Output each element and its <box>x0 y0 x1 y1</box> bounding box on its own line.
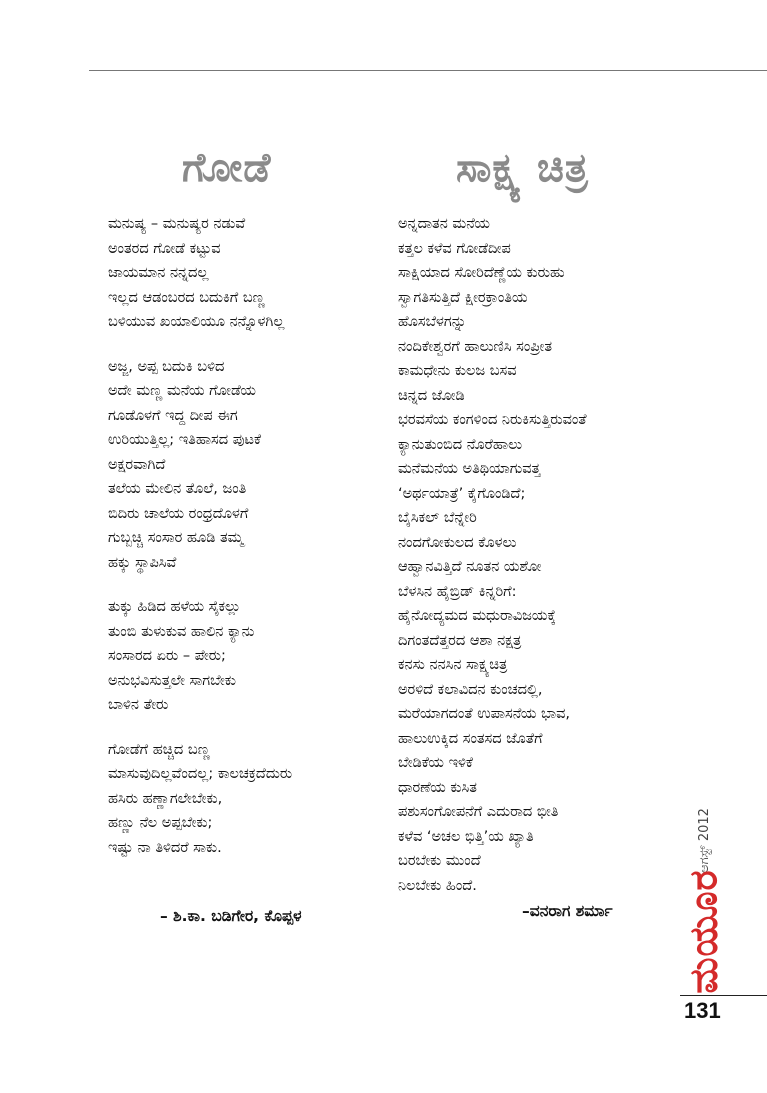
poem-line: ‘ಅರ್ಥಯಾತ್ರೆ’ ಕೈಗೊಂಡಿದೆ; <box>398 485 526 502</box>
poem-author: – ಶಿ.ಕಾ. ಬಡಿಗೇರ, ಕೊಪ್ಪಳ <box>160 907 302 925</box>
poem-line: ಪಶುಸಂಗೋಪನೆಗೆ ಎದುರಾದ ಭೀತಿ <box>398 804 559 820</box>
poem-line: ಅಕ್ಷರವಾಗಿದೆ <box>108 456 166 473</box>
issue-date <box>680 800 728 880</box>
stanza <box>108 355 378 576</box>
poem-line: ಗೂಡೊಳಗೆ ಇದ್ದ ದೀಪ ಈಗ <box>108 407 238 424</box>
poem-line: ಉರಿಯುತ್ತಿಲ್ಲ; ಇತಿಹಾಸದ ಪುಟಕೆ <box>108 432 262 448</box>
poem-line: ಅದೇ ಮಣ್ಣ ಮನೆಯ ಗೋಡೆಯ <box>108 383 256 399</box>
poem-line: ನಂದಿಕೇಶ್ವರಗೆ ಹಾಲುಣಿಸಿ ಸಂಪ್ರೀತ <box>398 338 553 355</box>
magazine-logo-text: ಮಯೂರ <box>681 868 726 994</box>
poem-line: ಮರೆಯಾಗದಂತೆ ಉಪಾಸನೆಯ ಭಾವ, <box>398 706 570 722</box>
poem-line: ಮಾಸುವುದಿಲ್ಲವೆಂದಲ್ಲ; ಕಾಲಚಕ್ರದೆದುರು <box>108 766 293 782</box>
poem-line: ಬೆಳಸಿನ ಹೈಬ್ರಿಡ್ ಕಿನ್ನರಿಗೆ: <box>398 583 517 600</box>
poem-line: ಅನುಭವಿಸುತ್ತಲೇ ಸಾಗಬೇಕು <box>108 672 236 689</box>
stanza <box>108 212 378 335</box>
poem-line: ಗುಬ್ಬಚ್ಚಿ ಸಂಸಾರ ಹೂಡಿ ತಮ್ಮ <box>108 530 244 546</box>
poem-line: ಸಾಕ್ಷಿಯಾದ ಸೋರಿದೆಣ್ಣೆಯ ಕುರುಹು <box>398 265 565 281</box>
poem-line: ಕನಸು ನನಸಿನ ಸಾಕ್ಷ್ಯಚಿತ್ರ <box>398 657 508 673</box>
poem-line: ಅಂತರದ ಗೋಡೆ ಕಟ್ಟುವ <box>108 240 221 257</box>
poem-godde <box>108 138 378 880</box>
poem-line: ಬಿದಿರು ಚಾಲೆಯ ರಂಧ್ರದೊಳಗೆ <box>108 505 249 522</box>
poem-sakshya-chitra <box>398 138 688 918</box>
poem-line: ತಲೆಯ ಮೇಲಿನ ತೊಲೆ, ಜಂತಿ <box>108 481 247 497</box>
poem-line: ಕ್ಯಾನುತುಂಬಿದ ನೊರೆಹಾಲು <box>398 436 523 453</box>
poem-line: ಬಾಳಿನ ತೇರು <box>108 697 169 713</box>
poem-line: ಇಷ್ಟು ನಾ ತಿಳಿದರೆ ಸಾಕು. <box>108 839 222 856</box>
stanza <box>108 595 378 718</box>
poem-line: ಕಾಮಧೇನು ಕುಲಜ ಬಸವ <box>398 363 517 379</box>
poem-line: ಕತ್ತಲ ಕಳೆವ ಗೋಡೆದೀಪ <box>398 240 511 257</box>
poem-line: ನಿಲಬೇಕು ಹಿಂದೆ. <box>398 877 477 894</box>
poem-line: ದಿಗಂತದೆತ್ತರದ ಆಶಾ ನಕ್ಷತ್ರ <box>398 632 522 649</box>
poem-line: ಸ್ವಾಗತಿಸುತ್ತಿದೆ ಕ್ಷೀರಕ್ರಾಂತಿಯ <box>398 289 528 306</box>
poem-line: ಧಾರಣೆಯ ಕುಸಿತ <box>398 779 477 796</box>
poem-line: ಜಾಯಮಾನ ನನ್ನದಲ್ಲ <box>108 265 209 281</box>
magazine-masthead <box>680 800 728 994</box>
poem-line: ಕಳೆವ ‘ಅಚಲ ಭಿತ್ತಿ’ಯ ಖ್ಯಾತಿ <box>398 828 534 845</box>
poem-line: ಗೋಡೆಗೆ ಹಚ್ಚಿದ ಬಣ್ಣ <box>108 741 211 758</box>
poem-line: ಹೊಸಬೆಳಗನ್ನು <box>398 314 467 330</box>
poem-line: ಚಿನ್ನದ ಜೋಡಿ <box>398 387 465 404</box>
poem-line: ನಂದಗೋಕುಲದ ಕೊಳಲು <box>398 534 517 551</box>
poem-line: ಆಹ್ವಾನವಿತ್ತಿದೆ ನೂತನ ಯಶೋ <box>398 559 542 575</box>
poem-line: ಮನೆಮನೆಯ ಅತಿಥಿಯಾಗುವತ್ತ <box>398 461 541 477</box>
poem-line: ಬೈಸಿಕಲ್ ಬೆನ್ನೇರಿ <box>398 510 477 526</box>
poem-line: ಅಜ್ಜ, ಅಪ್ಪ ಬದುಕಿ ಬಳಿದ <box>108 358 225 375</box>
poem-line: ಹೈನೋದ್ಯಮದ ಮಧುರಾವಿಜಯಕ್ಕೆ <box>398 608 556 624</box>
poem-line: ಸಂಸಾರದ ಏರು – ಪೇರು; <box>108 648 226 664</box>
poem-line: ಇಲ್ಲದ ಆಡಂಬರದ ಬದುಕಿಗೆ ಬಣ್ಣ <box>108 289 265 306</box>
poem-author: –ವನರಾಗ ಶರ್ಮಾ <box>522 902 613 920</box>
poem-line: ಅರಳಿದೆ ಕಲಾವಿದನ ಕುಂಚದಲ್ಲಿ, <box>398 681 543 698</box>
top-rule <box>89 70 767 71</box>
poem-line: ಹಣ್ಣು ನೆಲ ಅಪ್ಪಬೇಕು; <box>108 815 213 831</box>
poem-line: ತುಕ್ಕು ಹಿಡಿದ ಹಳೆಯ ಸೈಕಲ್ಲು <box>108 599 241 615</box>
stanza <box>108 738 378 861</box>
page-number: 131 <box>684 998 721 1023</box>
poem-line: ಹಸಿರು ಹಣ್ಣಾಗಲೇಬೇಕು, <box>108 790 223 807</box>
magazine-logo <box>680 868 728 994</box>
stanza <box>398 212 688 898</box>
poem-line: ಬಳಿಯುವ ಖಯಾಲಿಯೂ ನನ್ನೊಳಗಿಲ್ಲ <box>108 314 285 330</box>
footer-rule <box>680 995 767 996</box>
poem-title: ಗೋಡೆ <box>182 145 272 191</box>
poem-line: ಅನ್ನದಾತನ ಮನೆಯ <box>398 216 490 232</box>
poem-line: ಬೇಡಿಕೆಯ ಇಳಿಕೆ <box>398 755 474 771</box>
poem-line: ತುಂಬಿ ತುಳುಕುವ ಹಾಲಿನ ಕ್ಯಾನು <box>108 623 255 640</box>
poem-line: ಹಾಲುಉಕ್ಕಿದ ಸಂತಸದ ಜೊತೆಗೆ <box>398 730 543 747</box>
issue-date-text: ಆಗಸ್ಟ್ 2012 <box>696 807 712 873</box>
poem-line: ಬರಬೇಕು ಮುಂದೆ <box>398 853 481 869</box>
poem-line: ಭರವಸೆಯ ಕಂಗಳಿಂದ ನಿರುಕಿಸುತ್ತಿರುವಂತೆ <box>398 412 587 428</box>
poem-title: ಸಾಕ್ಷ್ಯ ಚಿತ್ರ <box>456 145 589 191</box>
poem-line: ಹಕ್ಕು ಸ್ಥಾಪಿಸಿವೆ <box>108 554 177 571</box>
poem-line: ಮನುಷ್ಯ – ಮನುಷ್ಯರ ನಡುವೆ <box>108 216 246 232</box>
